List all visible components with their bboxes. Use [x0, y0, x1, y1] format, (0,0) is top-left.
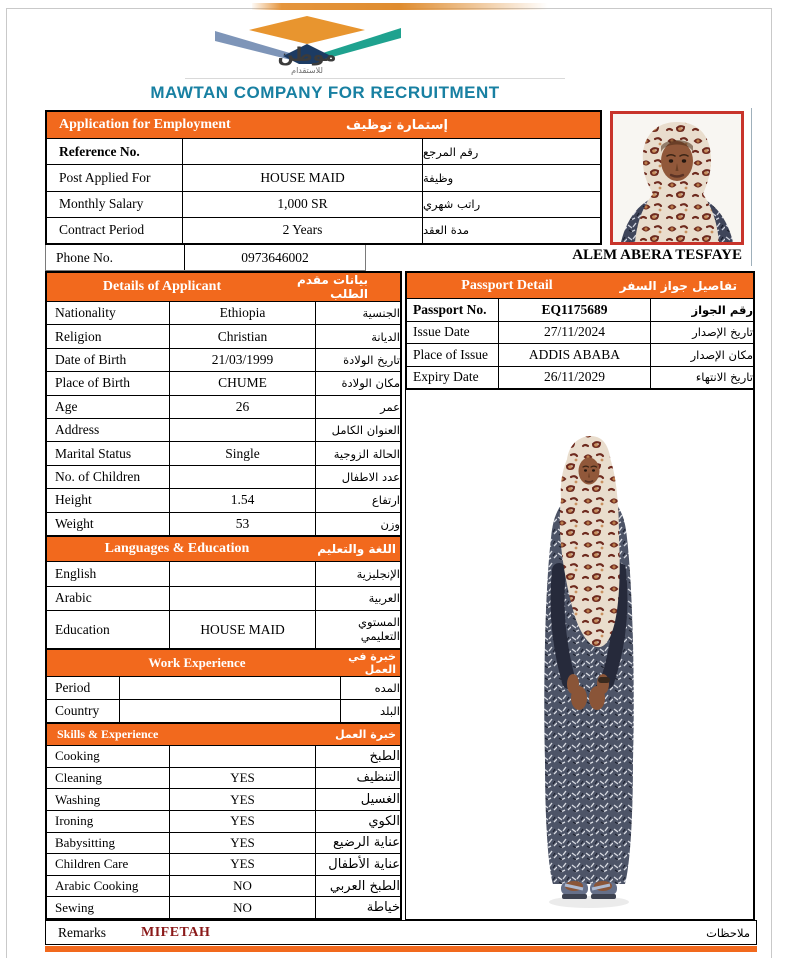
table-row — [47, 395, 400, 418]
row-label-arabic: الكوي — [368, 813, 400, 829]
passport-table-header — [407, 273, 753, 299]
skills-table-header — [47, 724, 400, 746]
row-label: Children Care — [55, 856, 129, 872]
row-label-arabic: وزن — [380, 516, 400, 531]
row-value — [169, 419, 316, 441]
bottom-accent-bar — [45, 946, 757, 952]
table-row — [47, 832, 400, 854]
table-row — [47, 441, 400, 464]
row-label: Height — [55, 492, 92, 508]
row-label-arabic: راتب شهري — [423, 197, 481, 212]
row-value: Single — [169, 442, 316, 464]
table-row — [407, 343, 753, 366]
row-label: Marital Status — [55, 445, 132, 461]
row-value — [169, 562, 316, 586]
section-title-en: Languages & Education — [104, 541, 250, 556]
section-title-ar: تفاصيل جواز السفر — [619, 278, 737, 293]
row-label: Religion — [55, 328, 102, 344]
table-row — [47, 465, 400, 488]
table-row — [47, 767, 400, 789]
row-label-arabic: الإنجليزية — [356, 566, 400, 581]
row-label-arabic: المستوي التعليمي — [357, 615, 400, 643]
row-label: Monthly Salary — [59, 196, 144, 212]
row-value: YES — [169, 789, 316, 810]
logo-divider-line — [185, 78, 565, 79]
row-value: 1.54 — [169, 489, 316, 511]
row-value — [182, 139, 423, 164]
row-label-arabic: تاريخ الإصدار — [692, 325, 753, 340]
table-row — [47, 512, 400, 535]
row-label: Education — [55, 621, 110, 637]
row-label-arabic: عناية الرضيع — [333, 835, 400, 851]
table-row — [47, 302, 400, 324]
applicant-portrait-photo — [610, 111, 744, 245]
row-label-arabic: تاريخ الولادة — [343, 353, 400, 368]
section-title-ar: اللغة والتعليم — [317, 542, 396, 556]
remarks-value: MIFETAH — [141, 924, 211, 940]
row-value: HOUSE MAID — [169, 611, 316, 648]
row-label: Contract Period — [59, 222, 145, 238]
application-table — [45, 110, 602, 245]
row-value — [119, 700, 341, 722]
section-title-ar: بيانات مقدم الطلب — [297, 273, 368, 301]
row-label-arabic: وظيفة — [423, 170, 454, 185]
table-row — [407, 321, 753, 344]
remarks-label-arabic: ملاحظات — [706, 925, 750, 940]
table-row — [47, 853, 400, 875]
table-row — [47, 488, 400, 511]
full-body-photo — [529, 430, 649, 912]
row-label-arabic: المده — [374, 681, 400, 695]
row-label-arabic: الطبخ العربي — [329, 878, 400, 894]
remarks-label: Remarks — [58, 924, 106, 940]
row-label-arabic: رقم المرجع — [423, 144, 479, 159]
languages-table — [45, 537, 402, 650]
table-row — [47, 562, 400, 586]
table-row — [47, 217, 600, 243]
row-value: CHUME — [169, 372, 316, 394]
table-row — [47, 418, 400, 441]
table-row — [47, 348, 400, 371]
portrait-illustration — [613, 114, 741, 242]
row-label: Reference No. — [59, 143, 140, 159]
table-row — [47, 746, 400, 767]
skills-table — [45, 724, 402, 920]
row-value — [169, 466, 316, 488]
row-label-arabic: مكان الإصدار — [690, 347, 753, 362]
row-label-arabic: ارتفاع — [371, 493, 400, 508]
row-label: Sewing — [55, 899, 94, 915]
passport-table — [405, 271, 755, 390]
table-row — [407, 299, 753, 321]
company-name: MAWTAN COMPANY FOR RECRUITMENT — [150, 83, 500, 102]
details-table — [45, 271, 402, 537]
row-label: Address — [55, 422, 100, 438]
row-value: 2 Years — [182, 218, 423, 243]
row-value: 26/11/2029 — [498, 367, 651, 389]
row-label: Nationality — [55, 305, 116, 321]
section-title-ar: خبرة في العمل — [348, 650, 396, 676]
row-label-arabic: البلد — [379, 704, 400, 718]
row-value: ADDIS ABABA — [498, 344, 651, 366]
table-row — [47, 677, 400, 699]
row-value — [169, 587, 316, 611]
row-label: Date of Birth — [55, 352, 127, 368]
row-label: Age — [55, 398, 78, 414]
decorative-gradient-bar — [252, 3, 548, 10]
details-table-header — [47, 273, 400, 302]
row-label: Cleaning — [55, 769, 102, 785]
row-label-arabic: مدة العقد — [423, 223, 469, 238]
row-value: 21/03/1999 — [169, 349, 316, 371]
row-value: Christian — [169, 325, 316, 347]
row-label-arabic: الغسيل — [360, 792, 400, 808]
table-row — [47, 699, 400, 722]
section-title-en: Skills & Experience — [57, 727, 159, 741]
row-value: NO — [169, 897, 316, 918]
table-row — [47, 896, 400, 918]
logo-arabic-text: موطن — [277, 44, 337, 66]
table-row — [407, 366, 753, 389]
section-title-ar: خبرة العمل — [335, 728, 396, 741]
row-label: Washing — [55, 791, 101, 807]
row-label: Ironing — [55, 813, 94, 829]
table-row — [47, 610, 400, 648]
row-label-arabic: خياطة — [366, 900, 400, 916]
row-value: 26 — [169, 396, 316, 418]
phone-value: 0973646002 — [184, 245, 365, 270]
row-label: Arabic Cooking — [55, 878, 139, 894]
table-row — [47, 875, 400, 897]
row-value: 53 — [169, 513, 316, 535]
row-label: Period — [55, 680, 91, 695]
row-label: Cooking — [55, 748, 100, 764]
row-value: HOUSE MAID — [182, 165, 423, 190]
table-row — [47, 586, 400, 611]
row-label-arabic: الجنسية — [362, 306, 400, 321]
row-label: No. of Children — [55, 469, 141, 485]
row-label-arabic: التنظيف — [356, 770, 400, 786]
row-label: Passport No. — [413, 301, 487, 317]
table-row — [47, 788, 400, 810]
row-label-arabic: مكان الولادة — [341, 376, 400, 391]
languages-table-header — [47, 537, 400, 562]
phone-row — [45, 245, 366, 271]
row-value: YES — [169, 811, 316, 832]
row-label-arabic: العربية — [368, 591, 400, 606]
row-label-arabic: عمر — [380, 399, 400, 414]
table-row — [47, 139, 600, 164]
application-table-header — [47, 112, 600, 139]
work-experience-table — [45, 650, 402, 724]
section-title-en: Passport Detail — [461, 277, 553, 293]
row-label: English — [55, 565, 97, 581]
row-label: Issue Date — [413, 324, 470, 340]
row-value: Ethiopia — [169, 302, 316, 324]
section-title-en: Work Experience — [148, 655, 246, 670]
row-label: Post Applied For — [59, 169, 151, 185]
row-label-arabic: الديانة — [371, 329, 400, 344]
row-value: 27/11/2024 — [498, 322, 651, 344]
row-label-arabic: عناية الأطفال — [328, 856, 400, 872]
table-row — [47, 371, 400, 394]
row-label-arabic: رقم الجواز — [691, 302, 753, 317]
row-value: 1,000 SR — [182, 192, 423, 217]
table-row — [47, 164, 600, 190]
row-label: Arabic — [55, 590, 92, 606]
table-row — [47, 810, 400, 832]
row-label-arabic: العنوان الكامل — [331, 423, 400, 438]
section-title-en: Application for Employment — [59, 117, 231, 132]
full-body-photo-cell — [405, 390, 755, 920]
row-label: Place of Birth — [55, 375, 130, 391]
row-value: YES — [169, 854, 316, 875]
row-value — [119, 677, 341, 699]
row-value — [169, 746, 316, 767]
work-experience-header — [47, 650, 400, 677]
logo-arabic-subtext: للاستقدام — [291, 66, 323, 75]
applicant-name: ALEM ABERA TESFAYE — [572, 247, 742, 263]
row-value: YES — [169, 833, 316, 854]
table-row — [47, 191, 600, 217]
row-label: Expiry Date — [413, 369, 479, 385]
table-row — [47, 324, 400, 347]
row-label-arabic: الحالة الزوجية — [333, 446, 400, 461]
phone-label: Phone No. — [56, 249, 113, 265]
row-value: EQ1175689 — [498, 299, 651, 321]
section-title-en: Details of Applicant — [102, 279, 222, 294]
row-label-arabic: تاريخ الانتهاء — [695, 370, 753, 385]
remarks-row — [45, 920, 757, 945]
row-label: Babysitting — [55, 834, 115, 850]
row-label: Country — [55, 703, 100, 718]
row-value: YES — [169, 768, 316, 789]
row-label-arabic: عدد الاطفال — [341, 470, 400, 485]
section-title-ar: إستمارة توظيف — [346, 117, 448, 133]
row-label-arabic: الطبخ — [369, 748, 400, 764]
row-label: Place of Issue — [413, 346, 488, 362]
row-label: Weight — [55, 515, 94, 531]
row-value: NO — [169, 876, 316, 897]
column-guide-line — [751, 108, 752, 266]
